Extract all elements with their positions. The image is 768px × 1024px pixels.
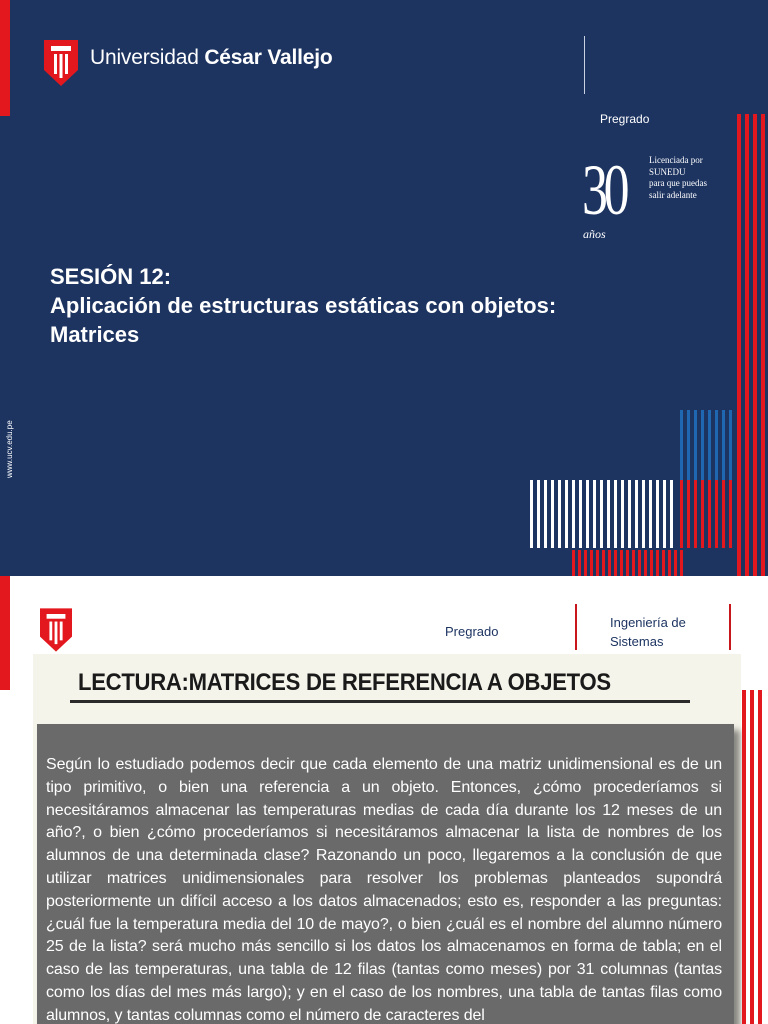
university-name: Universidad César Vallejo [90, 46, 333, 69]
anniversary-number: 30 [582, 150, 626, 230]
left-accent-bar [0, 576, 10, 690]
left-accent-bar [0, 0, 10, 116]
reading-body: Según lo estudiado podemos decir que cada elemento de una matriz unidimensional es de un tipo primitivo, o bien una referencia a un objeto. Entonces, ¿cómo procederíamos si necesitáramos almacenar las temperaturas medias de cada día durante los 12 meses de un año?, o bien ¿cómo procederíamos si necesitáramos almacenar la lista de nombres de los alumnos de una determinada clase? Razonando un poco, llegaremos a la conclusión de que utilizar matrices unidimensionales para resolver los problemas planteados supondrá posteriormente un difícil acceso a los datos almacenados; esto es, responder a las preguntas: ¿cuál fue la temperatura media del 10 de mayo?, o bien ¿cuál es el nombre del alumno número 25 de la lista? será mucho más sencillo si los datos los almacenamos en forma de tabla; en el caso de las temperaturas, una tabla de 12 filas (tantas como meses) por 31 columnas (tantas como los días del mes más largo); y en el caso de los nombres, una tabla de tantas filas como alumnos, y tantas columnas como el número de caracteres del [46, 756, 722, 1024]
header-divider [575, 604, 577, 650]
ucv-logo-icon [44, 40, 78, 86]
blue-stripes-decoration [678, 410, 734, 480]
header-divider-right [729, 604, 731, 650]
website-url: www.ucv.edu.pe [5, 420, 14, 478]
program-label: Pregrado [445, 624, 499, 639]
school-label: Ingeniería de Sistemas [610, 615, 686, 649]
red-stripes-bottom-decoration [570, 550, 688, 576]
anniversary-word: años [583, 227, 606, 241]
red-stripes-decoration [734, 114, 768, 576]
reading-heading: LECTURA:MATRICES DE REFERENCIA A OBJETOS [78, 669, 611, 696]
red-stripes-decoration [740, 690, 768, 1024]
header-divider [584, 36, 585, 94]
white-stripes-decoration [528, 480, 678, 548]
ucv-logo-icon [40, 608, 72, 652]
session-title: SESIÓN 12: Aplicación de estructuras estáticas con objetos: Matrices [50, 264, 557, 347]
reading-slide [0, 576, 768, 1024]
heading-underline [70, 700, 690, 703]
program-label: Pregrado [600, 112, 650, 126]
license-text: Licenciada por SUNEDU para que puedas salir adelante [649, 155, 707, 200]
red-stripes-middle-decoration [678, 480, 734, 548]
